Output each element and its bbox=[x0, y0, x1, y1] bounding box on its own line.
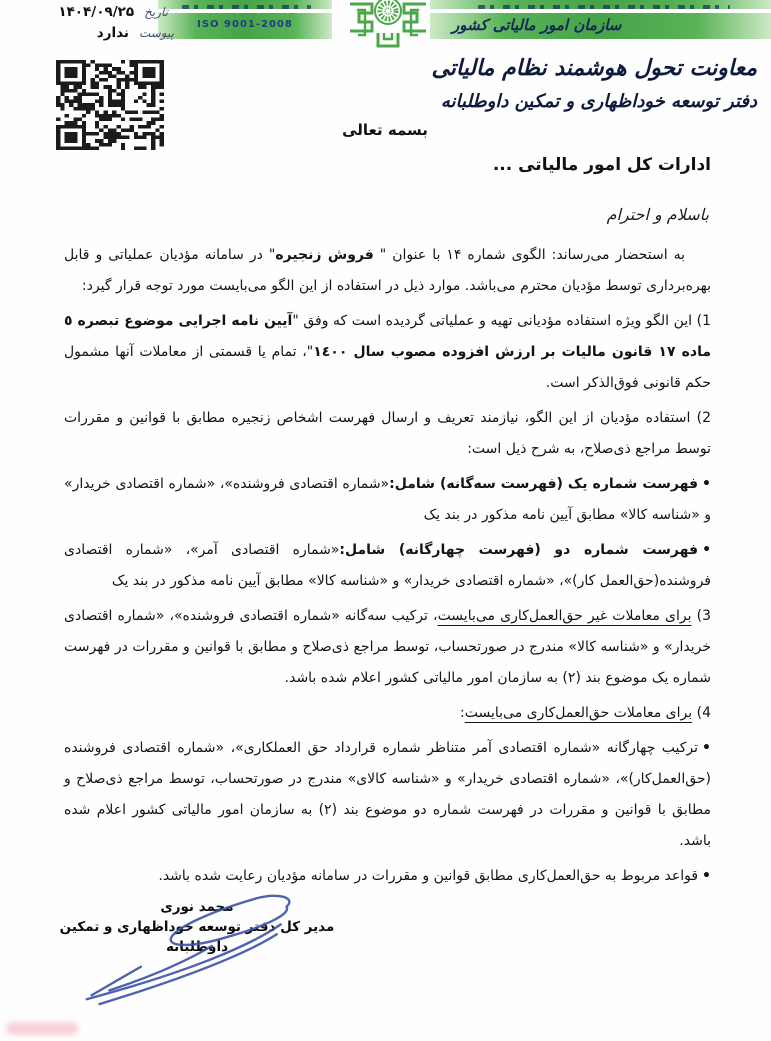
bullet-4-text: قواعد مربوط به حق‌العمل‌کاری مطابق قوانین و مقررات در سامانه مؤدیان رعایت شده باشد. bbox=[158, 868, 699, 884]
item-3 bbox=[64, 601, 711, 694]
bullet-icon: • bbox=[702, 868, 711, 884]
header-band-iso bbox=[158, 13, 332, 39]
tax-organization-emblem-icon bbox=[348, 0, 428, 53]
salutation: باسلام و احترام bbox=[606, 205, 709, 224]
bullet-list-one bbox=[64, 469, 711, 531]
iso-certification-label: ISO 9001-2008 bbox=[197, 19, 293, 30]
signatory-name: محمد نوری bbox=[160, 899, 234, 915]
date-value: ۱۴۰۴/۰۹/۲۵ bbox=[58, 4, 135, 20]
bullet-list-four bbox=[64, 861, 711, 892]
intro-bold-term: فروش زنجیره bbox=[275, 247, 374, 263]
attachment-label: پیوست bbox=[139, 26, 174, 40]
item-4 bbox=[64, 698, 711, 729]
recipient-title: ادارات کل امور مالیاتی ... bbox=[492, 155, 711, 175]
deputy-name: معاونت تحول هوشمند نظام مالیاتی bbox=[431, 55, 757, 81]
bullet-1-text: «شماره اقتصادی فروشنده»، «شماره اقتصادی خریدار» و «شناسه کالا» مطابق آیین نامه مذکور در بند یک bbox=[64, 476, 711, 523]
attachment-value: ندارد bbox=[96, 25, 129, 41]
bullet-icon: • bbox=[702, 740, 711, 756]
pink-smudge bbox=[6, 1022, 78, 1035]
item-1-text-end: "، تمام یا قسمتی از معاملات آنها مشمول حکم قانونی فوق‌الذکر است. bbox=[64, 344, 711, 391]
date-block bbox=[8, 4, 174, 46]
item-1 bbox=[64, 306, 711, 399]
attachment-row bbox=[8, 25, 174, 41]
signatory-title-line1: مدیر کل دفتر توسعه خوداظهاری و تمکین bbox=[59, 919, 335, 935]
signature-block bbox=[42, 897, 352, 957]
intro-text-end: " در سامانه مؤدیان عملیاتی و قابل بهره‌برداری توسط مؤدیان محترم می‌باشد. موارد ذیل در استفاده از این الگو می‌بایست مورد توجه قرار گیرد: bbox=[64, 247, 711, 294]
item-3-number: 3) bbox=[696, 608, 712, 624]
item-3-underlined-lead: برای معاملات غیر حق‌العمل‌کاری می‌بایست bbox=[437, 608, 692, 624]
item-1-text: این الگو ویژه استفاده مؤدیانی تهیه و عملیاتی گردیده است که وفق " bbox=[292, 313, 693, 329]
item-2 bbox=[64, 403, 711, 465]
item-4-underlined-lead: برای معاملات حق‌العمل‌کاری می‌بایست bbox=[464, 705, 693, 721]
bullet-2-bold-lead: فهرست شماره دو (فهرست چهارگانه) شامل: bbox=[339, 542, 699, 558]
header-band-org bbox=[430, 13, 771, 39]
letter-body bbox=[64, 240, 711, 892]
signatory-title-line2: داوطلبانه bbox=[165, 939, 228, 955]
qr-code bbox=[56, 60, 164, 150]
cut-text-marks-right bbox=[478, 5, 730, 9]
bullet-1-bold-lead: فهرست شماره یک (فهرست سه‌گانه) شامل: bbox=[389, 476, 699, 492]
bullet-icon: • bbox=[702, 476, 711, 492]
header-band-top-right bbox=[430, 0, 771, 9]
besmeh-taali: بسمه تعالی bbox=[342, 121, 428, 139]
item-2-text: استفاده مؤدیان از این الگو، نیازمند تعریف و ارسال فهرست اشخاص زنجیره مطابق با قوانین و مقررات توسط مراجع ذی‌صلاح، به شرح ذیل است: bbox=[64, 410, 711, 457]
item-3-text: ، ترکیب سه‌گانه «شماره اقتصادی فروشنده»، «شماره اقتصادی خریدار» و «شناسه کالا» مندرج در صورتحساب، توسط مراجع ذی‌صلاح و مطابق با قوانین و مقررات در فهرست شماره یک موضوع بند (۲) به سازمان امور مالیاتی کشور اعلام شده باشد. bbox=[64, 608, 711, 686]
header-band-top-left bbox=[158, 0, 332, 9]
department-calligraphy bbox=[427, 50, 757, 118]
item-1-bold-term: آیین نامه اجرایی موضوع تبصره ٥ ماده ۱۷ قانون مالیات بر ارزش افزوده مصوب سال ١٤٠٠ bbox=[64, 313, 711, 360]
date-label: تاریخ bbox=[144, 5, 168, 19]
bullet-list-two bbox=[64, 535, 711, 597]
bullet-2-text: «شماره اقتصادی آمر»، «شماره اقتصادی فروشنده(حق‌العمل کار)»، «شماره اقتصادی خریدار» و «شناسه کالا» مطابق آیین نامه مذکور در بند یک bbox=[64, 542, 711, 589]
cut-text-marks-left bbox=[182, 5, 311, 9]
item-4-text: : bbox=[460, 705, 465, 721]
bullet-icon: • bbox=[702, 542, 712, 558]
item-1-number: 1) bbox=[696, 313, 711, 329]
bullet-3-text: ترکیب چهارگانه «شماره اقتصادی آمر متناظر شماره قرارداد حق العملکاری»، «شماره اقتصادی فروشنده (حق‌العمل‌کار)»، «شماره اقتصادی خریدار» و «شناسه کالای» مندرج در صورتحساب، توسط مراجع ذی‌صلاح و مطابق با قوانین و مقررات در فهرست شماره دو موضوع بند (۲) به سازمان امور مالیاتی کشور اعلام شده باشد. bbox=[64, 740, 711, 849]
item-4-number: 4) bbox=[696, 705, 711, 721]
date-row bbox=[8, 4, 168, 20]
intro-text: به استحضار می‌رساند: الگوی شماره ۱۴ با عنوان " bbox=[373, 247, 685, 263]
organization-name: سازمان امور مالیاتی کشور bbox=[452, 16, 622, 34]
item-2-number: 2) bbox=[696, 410, 711, 426]
bullet-list-three bbox=[64, 733, 711, 857]
intro-paragraph bbox=[64, 240, 711, 302]
office-name: دفتر توسعه خوداظهاری و تمکین داوطلبانه bbox=[440, 91, 757, 112]
